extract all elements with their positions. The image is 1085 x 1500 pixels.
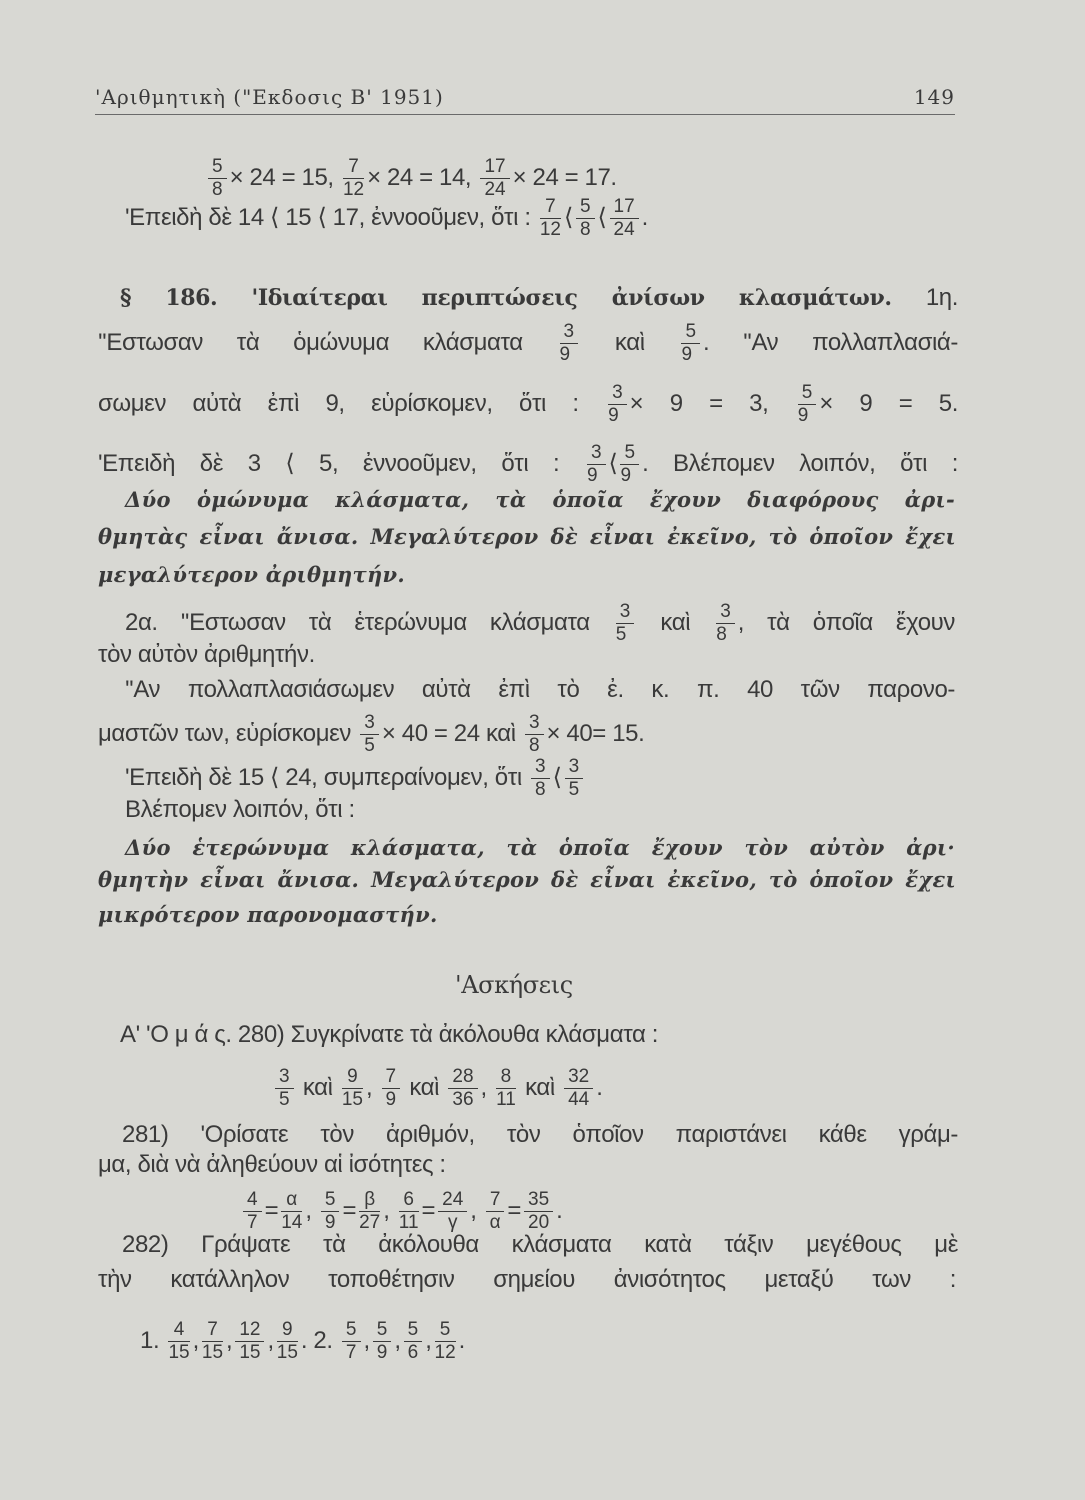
text-line: [455, 970, 573, 1001]
fraction: [587, 443, 606, 486]
text-run: × 9 = 5.: [819, 389, 959, 417]
fraction: [560, 322, 579, 365]
text-line: [98, 522, 956, 552]
text-run: ,: [425, 1326, 432, 1354]
text-run: ''Αν πολλαπλασιάσωμεν αὐτὰ ἐπὶ τὸ ἐ. κ. π. 40 τῶν παρονο-: [125, 676, 955, 703]
text-run: ,: [267, 1326, 274, 1354]
text-run: ,: [192, 1326, 199, 1354]
text-line: [125, 485, 955, 515]
numerator: 17: [610, 197, 639, 219]
numerator: 5: [342, 1320, 361, 1342]
fraction: [373, 1320, 392, 1363]
denominator: 9: [586, 465, 598, 486]
fraction: [399, 1190, 419, 1233]
fraction: [435, 1320, 456, 1363]
fraction: [524, 1190, 553, 1233]
denominator: 12: [434, 1342, 456, 1363]
text-run: τὸν αὐτὸν ἀριθμητήν.: [98, 641, 315, 668]
text-run: .: [596, 1073, 603, 1101]
fraction: [342, 1067, 363, 1110]
text-line: [140, 1320, 465, 1363]
denominator: 27: [359, 1212, 381, 1233]
text-run: ,: [365, 1073, 379, 1101]
numerator: 7: [382, 1067, 401, 1089]
fraction: [342, 1320, 361, 1363]
text-run: ,: [363, 1326, 370, 1354]
rule-statement: Δύο ὁμώνυμα κλάσματα, τὰ ὁποῖα ἔχουν διαφόρους ἀρι-: [125, 487, 955, 512]
text-run: × 9 = 3,: [629, 389, 795, 417]
numerator: 3: [525, 713, 544, 735]
denominator: 8: [716, 624, 727, 645]
denominator: 8: [579, 219, 591, 240]
text-run: 2α. ''Εστωσαν τὰ ἑτερώνυμα κλάσματα: [125, 608, 613, 636]
denominator: 15: [341, 1089, 363, 1110]
numerator: 24: [438, 1190, 467, 1212]
denominator: 9: [385, 1089, 397, 1110]
fraction: [576, 197, 595, 240]
text-run: 281) 'Ορίσατε τὸν ἀριθμόν, τὸν ὁποῖον παριστάνει κάθε γράμ-: [122, 1121, 958, 1148]
fraction: [281, 1190, 302, 1233]
text-line: [125, 757, 586, 800]
text-line: [98, 560, 405, 590]
fraction: [208, 157, 227, 200]
text-run: μαστῶν των, εὑρίσκομεν: [98, 719, 358, 747]
numerator: 5: [404, 1320, 423, 1342]
text-run: =: [507, 1196, 522, 1224]
text-run: Βλέπομεν λοιπόν, ὅτι :: [125, 796, 355, 823]
text-run: 'Επειδὴ δὲ 14 ⟨ 15 ⟨ 17, ἐννοοῦμεν, ὅτι :: [125, 203, 537, 231]
text-run: ,: [305, 1196, 318, 1224]
numerator: α: [281, 1190, 302, 1212]
denominator: 12: [539, 219, 561, 240]
numerator: 35: [524, 1190, 553, 1212]
text-run: καὶ: [518, 1073, 562, 1101]
fraction: [343, 157, 364, 200]
text-run: 1.: [140, 1326, 166, 1354]
numerator: 5: [681, 322, 700, 344]
fraction: [275, 1067, 294, 1110]
rule-statement: μεγαλύτερον ἀριθμητήν.: [98, 562, 406, 587]
text-run: .: [641, 203, 648, 231]
denominator: 15: [201, 1342, 224, 1363]
denominator: 12: [342, 179, 365, 200]
denominator: 6: [407, 1342, 419, 1363]
denominator: 7: [247, 1212, 258, 1233]
rule-statement: Δύο ἑτερώνυμα κλάσματα, τὰ ὁποῖα ἔχουν τὸν αὐτὸν ἀρι·: [125, 835, 955, 860]
denominator: α: [489, 1212, 501, 1233]
numerator: 3: [360, 713, 379, 735]
text-run: ⟨: [597, 203, 607, 231]
denominator: γ: [447, 1212, 458, 1233]
denominator: 9: [376, 1342, 388, 1363]
fraction: [716, 602, 735, 645]
section-heading: § 186. 'Ιδιαίτεραι περιπτώσεις ἀνίσων κλασμάτων.: [120, 285, 926, 311]
rule-statement: μικρότερον παρονομαστήν.: [98, 902, 438, 927]
fraction: [359, 1190, 380, 1233]
text-line: [98, 900, 438, 930]
denominator: 15: [276, 1342, 298, 1363]
text-run: καὶ: [403, 1073, 446, 1101]
text-run: σωμεν αὐτὰ ἐπὶ 9, εὑρίσκομεν, ὅτι :: [98, 389, 606, 417]
fraction: [321, 1190, 340, 1233]
text-run: =: [421, 1196, 436, 1224]
fraction: [448, 1067, 477, 1110]
text-run: .: [458, 1326, 465, 1354]
text-run: × 24 = 17.: [512, 163, 617, 191]
denominator: 24: [484, 179, 506, 200]
running-header: [95, 82, 955, 112]
numerator: 8: [496, 1067, 516, 1089]
numerator: 5: [576, 197, 595, 219]
text-line: [125, 795, 355, 825]
numerator: 5: [321, 1190, 340, 1212]
fraction: [565, 757, 584, 800]
text-run: . 2.: [300, 1326, 339, 1354]
fraction: [404, 1320, 423, 1363]
fraction: [531, 757, 550, 800]
text-run: Α' 'Ο μ ά ς. 280) Συγκρίνατε τὰ ἀκόλουθα κλάσματα :: [120, 1021, 658, 1048]
numerator: 3: [608, 383, 627, 405]
numerator: 3: [565, 757, 584, 779]
fraction: [235, 1320, 264, 1363]
text-run: ,: [226, 1326, 233, 1354]
fraction: [202, 1320, 223, 1363]
numerator: 3: [531, 757, 550, 779]
fraction: [608, 383, 627, 426]
fraction: [616, 602, 635, 645]
numerator: 9: [277, 1320, 298, 1342]
text-run: × 40 = 24 καὶ: [381, 719, 522, 747]
denominator: 9: [620, 465, 632, 486]
text-run: . Βλέπομεν λοιπόν, ὅτι :: [642, 449, 959, 477]
text-run: μα, διὰ νὰ ἀληθεύουν αἱ ἰσότητες :: [98, 1151, 446, 1178]
numerator: 3: [587, 443, 606, 465]
numerator: 5: [620, 443, 639, 465]
text-line: [125, 197, 648, 240]
text-run: 282) Γράψατε τὰ ἀκόλουθα κλάσματα κατὰ τάξιν μεγέθους μὲ: [122, 1231, 958, 1258]
numerator: 3: [616, 602, 635, 624]
denominator: 5: [615, 624, 627, 645]
page-number: 149: [913, 85, 955, 109]
fraction: [681, 322, 700, 365]
fraction: [610, 197, 639, 240]
text-run: , τὰ ὁποῖα ἔχουν: [737, 608, 955, 636]
fraction: [382, 1067, 401, 1110]
text-line: [98, 1150, 446, 1180]
numerator: 3: [275, 1067, 294, 1089]
rule-statement: θμητὴν εἶναι ἄνισα. Μεγαλύτερον δὲ εἶναι ἐκεῖνο, τὸ ὁποῖον ἔχει: [98, 867, 956, 892]
text-line: [98, 383, 958, 426]
text-run: τὴν κατάλληλον τοποθέτησιν σημείου ἀνισότητος μεταξύ των :: [98, 1266, 956, 1293]
denominator: 5: [279, 1089, 290, 1110]
text-run: 'Επειδὴ δὲ 3 ⟨ 5, ἐννοοῦμεν, ὅτι :: [98, 449, 584, 477]
text-run: × 40= 15.: [546, 719, 645, 747]
denominator: 15: [239, 1342, 261, 1363]
text-line: [98, 322, 958, 365]
denominator: 15: [168, 1342, 190, 1363]
denominator: 44: [568, 1089, 590, 1110]
denominator: 5: [568, 779, 580, 800]
denominator: 9: [608, 405, 619, 426]
text-line: [98, 1265, 956, 1295]
text-run: =: [342, 1196, 357, 1224]
denominator: 11: [398, 1212, 419, 1233]
denominator: 36: [452, 1089, 474, 1110]
text-run: × 24 = 14,: [367, 163, 478, 191]
numerator: 5: [373, 1320, 392, 1342]
text-line: [125, 602, 955, 645]
text-run: ,: [383, 1196, 396, 1224]
denominator: 9: [324, 1212, 336, 1233]
fraction: [277, 1320, 298, 1363]
text-run: ⟨: [608, 449, 618, 477]
fraction: [243, 1190, 262, 1233]
text-line: [272, 1067, 602, 1110]
numerator: 12: [235, 1320, 264, 1342]
text-run: 1η.: [925, 284, 958, 311]
text-line: [98, 713, 644, 756]
denominator: 8: [528, 735, 540, 756]
denominator: 14: [281, 1212, 303, 1233]
denominator: 7: [345, 1342, 357, 1363]
fraction: [438, 1190, 467, 1233]
text-line: [98, 640, 315, 670]
numerator: 7: [540, 197, 561, 219]
numerator: 9: [342, 1067, 363, 1089]
text-line: [240, 1190, 562, 1233]
numerator: 7: [343, 157, 364, 179]
rule-statement: θμητὰς εἶναι ἄνισα. Μεγαλύτερον δὲ εἶναι ἐκεῖνο, τὸ ὁποῖον ἔχει: [98, 524, 956, 549]
numerator: 7: [202, 1320, 223, 1342]
fraction: [168, 1320, 189, 1363]
fraction: [620, 443, 639, 486]
text-run: × 24 = 15,: [229, 163, 340, 191]
header-rule: [95, 114, 955, 115]
denominator: 9: [681, 344, 693, 365]
text-line: [98, 865, 956, 895]
denominator: 11: [496, 1089, 516, 1110]
text-run: ,: [470, 1196, 483, 1224]
numerator: 3: [560, 322, 579, 344]
numerator: 6: [399, 1190, 419, 1212]
numerator: 4: [243, 1190, 262, 1212]
numerator: 3: [716, 602, 735, 624]
fraction: [360, 713, 379, 756]
text-run: . ''Αν πολλαπλασιά-: [703, 328, 958, 356]
header-title: 'Αριθμητικὴ ("Εκδοσις Β' 1951): [95, 85, 444, 109]
text-run: καὶ: [581, 328, 679, 356]
numerator: 32: [564, 1067, 593, 1089]
text-run: ''Εστωσαν τὰ ὁμώνυμα κλάσματα: [98, 328, 557, 356]
text-line: [122, 1230, 958, 1260]
text-line: [205, 157, 617, 200]
numerator: 5: [798, 383, 817, 405]
denominator: 8: [212, 179, 223, 200]
denominator: 8: [535, 779, 546, 800]
text-line: [98, 443, 958, 486]
fraction: [798, 383, 817, 426]
text-run: =: [264, 1196, 279, 1224]
text-run: ,: [480, 1073, 494, 1101]
exercises-heading: 'Ασκήσεις: [455, 971, 573, 999]
denominator: 24: [613, 219, 635, 240]
numerator: 4: [168, 1320, 189, 1342]
text-run: ⟨: [564, 203, 573, 231]
text-run: ,: [394, 1326, 401, 1354]
text-line: [122, 1120, 958, 1150]
text-line: [120, 283, 958, 313]
fraction: [496, 1067, 516, 1110]
fraction: [564, 1067, 593, 1110]
denominator: 5: [364, 735, 375, 756]
text-run: 'Επειδὴ δὲ 15 ⟨ 24, συμπεραίνομεν, ὅτι: [125, 763, 529, 791]
numerator: 28: [448, 1067, 477, 1089]
fraction: [486, 1190, 505, 1233]
denominator: 9: [559, 344, 571, 365]
numerator: 17: [480, 157, 509, 179]
denominator: 9: [797, 405, 809, 426]
text-line: [120, 1020, 658, 1050]
denominator: 20: [528, 1212, 550, 1233]
text-run: .: [556, 1196, 563, 1224]
text-run: καὶ: [637, 608, 714, 636]
fraction: [480, 157, 509, 200]
text-line: [125, 833, 955, 863]
numerator: 5: [208, 157, 227, 179]
text-line: [125, 675, 955, 705]
numerator: 5: [435, 1320, 456, 1342]
text-run: ⟨: [552, 763, 562, 791]
fraction: [525, 713, 544, 756]
numerator: 7: [486, 1190, 505, 1212]
numerator: β: [359, 1190, 380, 1212]
fraction: [540, 197, 561, 240]
text-run: καὶ: [296, 1073, 339, 1101]
